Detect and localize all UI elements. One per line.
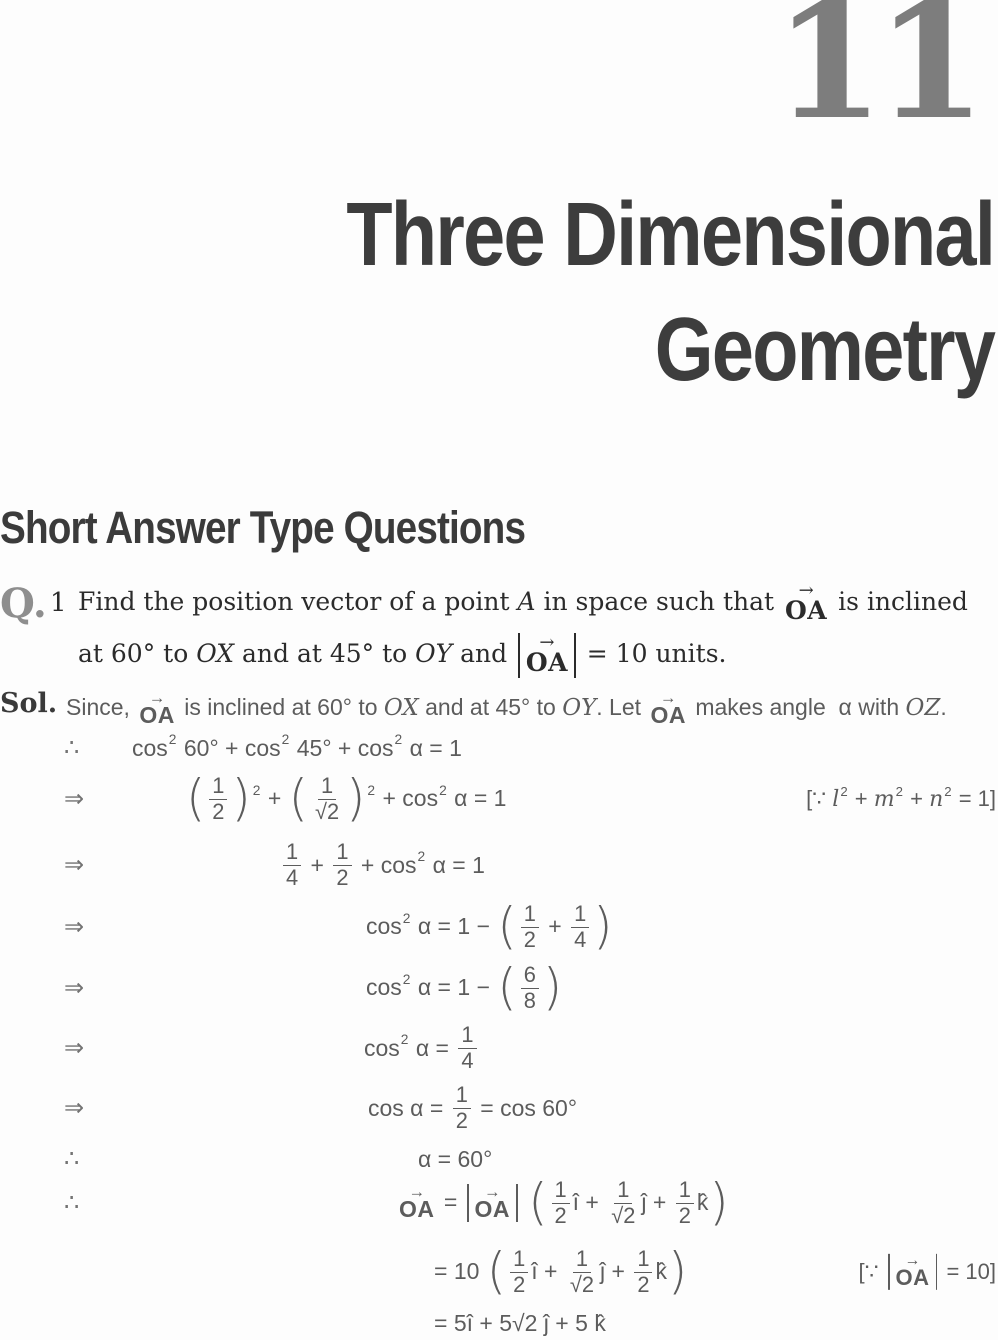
text: α = 1	[403, 734, 462, 761]
text: cos	[364, 1034, 400, 1061]
abs-bar	[467, 1184, 469, 1222]
implies-icon: ⇒	[64, 1034, 85, 1062]
therefore-icon: ∴	[64, 734, 80, 762]
text: . Let	[596, 694, 648, 720]
italic-text: OY	[562, 695, 597, 721]
question-line-1	[78, 576, 998, 628]
text: α = 60°	[418, 1145, 493, 1172]
fraction: $\frac{6}{8}$	[521, 963, 539, 1012]
fraction: $\frac{1}{4}$	[283, 840, 301, 889]
italic-text: n	[929, 786, 944, 812]
solution-label: Sol.	[0, 688, 58, 719]
chapter-title-line2: Geometry	[654, 300, 994, 401]
text: î +	[572, 1189, 606, 1216]
text: = cos 60°	[473, 1094, 578, 1121]
text: ĵ +	[641, 1189, 673, 1216]
abs-bar	[516, 1184, 518, 1222]
equation-row-6	[0, 1019, 998, 1077]
vector-arrow-icon: →	[904, 1251, 921, 1269]
text: α = 1 −	[411, 913, 497, 940]
equation	[418, 1146, 492, 1173]
fraction: $\frac{1}{2}$	[521, 902, 539, 951]
paren: )	[542, 958, 563, 1017]
paren: (	[497, 897, 517, 956]
equation-row-5	[0, 957, 998, 1019]
text: Find the position vector of a point	[78, 587, 518, 616]
implies-icon: ⇒	[64, 974, 85, 1002]
abs-bar	[888, 1254, 890, 1290]
text: cos	[366, 913, 402, 940]
equation	[368, 1083, 577, 1132]
fraction: $\frac{1}{2}$	[510, 1247, 528, 1296]
text: is inclined at 60° to	[177, 694, 384, 720]
vector-OA: → OA	[650, 687, 686, 729]
solution	[0, 686, 998, 729]
question-number: 1	[50, 588, 67, 618]
solution-intro	[66, 686, 998, 729]
italic-text: OX	[196, 639, 235, 668]
chapter-title	[346, 178, 994, 408]
implies-icon: ⇒	[64, 785, 85, 813]
vector-OA: → OA	[139, 687, 175, 729]
equation: cos $^2$ 60° + cos $^2$ 45° + cos $^2$ α = 1	[132, 732, 462, 761]
equation-row-11	[0, 1307, 998, 1339]
text: +	[261, 785, 288, 812]
paren: )	[346, 769, 366, 828]
text: 60° + cos	[177, 734, 281, 761]
fraction: $\frac{1}{4}$	[571, 902, 589, 951]
paren: )	[231, 769, 251, 828]
question-label: Q.	[0, 580, 47, 627]
fraction: $\frac{1}{2}$	[209, 774, 227, 823]
text: k̂	[696, 1189, 709, 1216]
text: = 10	[434, 1258, 486, 1285]
solution-equations	[0, 733, 998, 1339]
equation: $\frac{1}{4}$ + $\frac{1}{2}$ + cos $^2$ α = 1	[280, 840, 485, 889]
question-1	[0, 576, 998, 680]
implies-icon: ⇒	[64, 851, 85, 879]
italic-text: m	[873, 786, 895, 812]
text: and at 45° to	[418, 694, 563, 720]
text: α = 1	[426, 851, 485, 878]
equation: cos $^2$ α = 1 − ( $\frac{1}{2}$ + $\frac{1}{4}$ )	[366, 897, 613, 956]
paren: (	[186, 769, 206, 828]
fraction: $\frac{1}{2}$	[552, 1178, 570, 1227]
vector-OA: → OA	[474, 1181, 511, 1223]
equation	[434, 1242, 688, 1301]
paren: )	[667, 1242, 688, 1301]
section-heading: Short Answer Type Questions	[0, 502, 526, 553]
abs-bar	[518, 633, 520, 678]
text: cos	[366, 974, 402, 1001]
text: [∵	[806, 786, 833, 811]
paren: (	[528, 1173, 548, 1232]
fraction: $\frac{1}{4}$	[458, 1023, 476, 1072]
equation-row-7	[0, 1079, 998, 1137]
text: makes angle α with	[688, 694, 906, 720]
text: .	[940, 694, 947, 720]
abs-bar	[574, 633, 576, 678]
vector-OA: → OA	[399, 1181, 435, 1223]
equation: ( $\frac{1}{2}$ ) $^2$ + ( $\frac{1}{√2}$ ) $^2$ + cos $^2$ α = 1	[186, 769, 507, 828]
abs-bar	[936, 1254, 938, 1290]
paren: (	[497, 958, 517, 1017]
vector-arrow-icon: →	[483, 1181, 501, 1201]
italic-text: OY	[415, 639, 453, 668]
equation	[396, 1173, 730, 1232]
chapter-title-line1: Three Dimensional	[346, 185, 994, 285]
paren: (	[486, 1242, 507, 1301]
equation-row-10	[0, 1239, 998, 1305]
text: k̂	[655, 1258, 667, 1285]
italic-text: OZ	[905, 695, 941, 721]
therefore-icon: ∴	[64, 1189, 80, 1217]
text: is inclined	[830, 587, 968, 616]
fraction: $\frac{1}{√2}$	[314, 773, 340, 824]
equation-row-9	[0, 1173, 998, 1233]
fraction: $\frac{1}{√2}$	[611, 1177, 636, 1228]
text: cos α =	[368, 1094, 450, 1121]
fraction: $\frac{1}{2}$	[333, 840, 351, 889]
vector-arrow-icon: →	[798, 579, 814, 601]
text: at 60° to	[78, 639, 197, 668]
text: = 5î + 5√2 ĵ + 5 k̂	[434, 1309, 606, 1336]
implies-icon: ⇒	[64, 1094, 85, 1122]
vector-OA: → OA	[785, 579, 828, 626]
equation-row-4	[0, 897, 998, 957]
text: = 10]	[940, 1258, 996, 1284]
vector-OA: → OA	[895, 1251, 930, 1291]
paren: (	[288, 769, 308, 828]
paren: )	[709, 1173, 729, 1232]
vector-OA: → OA	[525, 631, 569, 678]
italic-text: OX	[383, 695, 419, 721]
therefore-icon: ∴	[64, 1145, 80, 1173]
text: î +	[531, 1258, 564, 1285]
text: in space such that	[535, 587, 783, 616]
text	[521, 1189, 527, 1216]
fraction: $\frac{1}{2}$	[453, 1083, 471, 1132]
text: +	[848, 786, 874, 811]
equation-row-3	[0, 835, 998, 895]
text: + cos	[354, 851, 417, 878]
chapter-number: 11	[774, 0, 978, 155]
text: and	[452, 639, 516, 668]
equation-row-2	[0, 765, 998, 833]
text: [∵	[858, 1258, 885, 1284]
text: Since,	[66, 694, 137, 720]
text: α = 1	[447, 785, 507, 812]
text: cos	[132, 734, 168, 761]
equation: cos $^2$ α = 1 − ( $\frac{6}{8}$ )	[366, 958, 563, 1017]
text: 45° + cos	[290, 734, 394, 761]
fraction: $\frac{1}{√2}$	[569, 1246, 594, 1297]
vector-arrow-icon: →	[408, 1181, 426, 1201]
fraction: $\frac{1}{2}$	[676, 1178, 694, 1227]
vector-arrow-icon: →	[148, 687, 166, 707]
reason-note: [∵ l $^2$ + m $^2$ + n $^2$ = 1]	[806, 783, 996, 812]
text: =	[437, 1189, 464, 1216]
text: + cos	[376, 785, 439, 812]
paren: )	[593, 897, 613, 956]
text: = 1]	[952, 786, 996, 811]
text: α = 1 −	[411, 974, 497, 1001]
equation-row-1	[0, 733, 998, 763]
question-text	[78, 576, 998, 680]
text: = 10 units.	[578, 639, 727, 668]
vector-arrow-icon: →	[539, 631, 555, 653]
text: +	[541, 913, 569, 940]
text: and at 45° to	[234, 639, 416, 668]
equation	[434, 1310, 606, 1337]
italic-text: l	[832, 786, 840, 812]
text: α =	[409, 1034, 456, 1061]
text: +	[304, 851, 331, 878]
text: +	[903, 786, 930, 811]
text: ĵ +	[600, 1258, 632, 1285]
fraction: $\frac{1}{2}$	[634, 1247, 652, 1296]
question-line-2	[78, 628, 998, 680]
italic-text: A	[517, 587, 536, 616]
reason-note	[858, 1251, 996, 1291]
implies-icon: ⇒	[64, 913, 85, 941]
vector-arrow-icon: →	[659, 687, 677, 707]
equation-row-8	[0, 1145, 998, 1173]
equation: cos $^2$ α = $\frac{1}{4}$	[364, 1023, 480, 1072]
